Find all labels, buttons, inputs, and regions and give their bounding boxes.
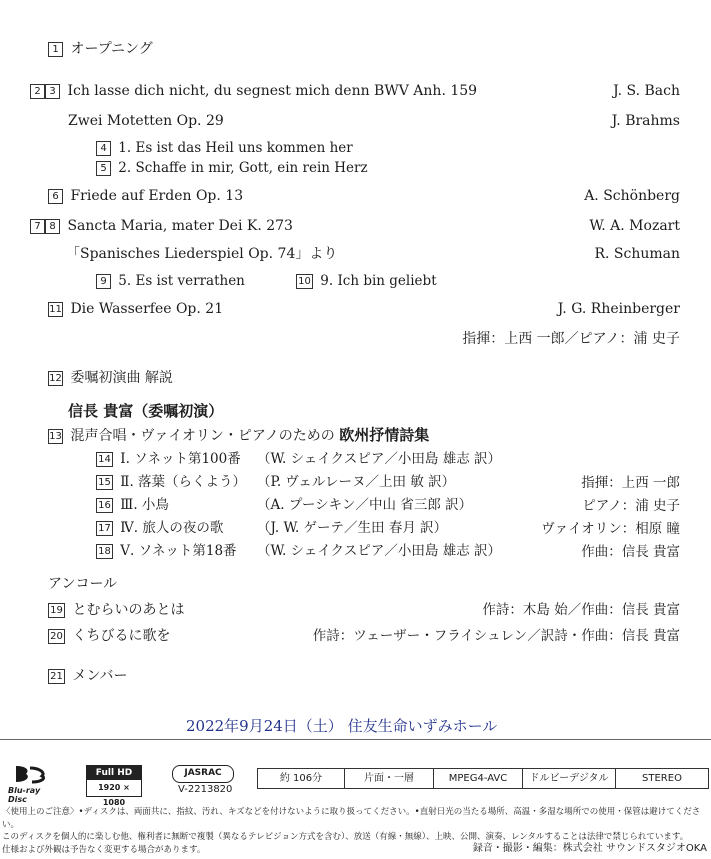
movement-poet: （J. W. ゲーテ／生田 春月 訳） <box>257 520 448 536</box>
fullhd-badge <box>86 765 142 807</box>
track-2-3 <box>30 82 477 101</box>
footer-divider <box>0 739 711 740</box>
movement-title: Ⅳ. 旅人の夜の歌 <box>120 520 224 536</box>
track-number: 19 <box>48 603 65 618</box>
work-title: Zwei Motetten Op. 29 <box>68 113 224 129</box>
movement-18 <box>96 542 237 561</box>
track-13 <box>48 426 429 446</box>
performer: ピアノ：浦 史子 <box>582 498 680 514</box>
movement-title: Ⅱ. 落葉（らくよう） <box>120 474 247 490</box>
track-title: くちびるに歌を <box>72 628 171 644</box>
composer-heading: 信長 貴富（委嘱初演） <box>68 402 224 420</box>
track-6 <box>48 187 243 206</box>
track-title: 委嘱初演曲 解説 <box>70 370 173 386</box>
track-12 <box>48 369 173 388</box>
work-prefix: 混声合唱・ヴァイオリン・ピアノのための <box>70 428 335 444</box>
spec-audio: ドルビーデジタル <box>523 769 616 788</box>
track-5 <box>96 159 368 178</box>
track-number: 17 <box>96 521 113 536</box>
track-number: 12 <box>49 373 62 384</box>
spec-table <box>257 768 709 789</box>
track-number: 21 <box>48 669 65 684</box>
track-number: 3 <box>45 84 60 99</box>
track-4 <box>96 139 353 158</box>
track-20 <box>48 627 170 646</box>
track-title: 9. Ich bin geliebt <box>320 273 437 289</box>
track-title: Friede auf Erden Op. 13 <box>70 188 244 204</box>
track-title: Sancta Maria, mater Dei K. 273 <box>67 218 293 234</box>
performers-credit: 指揮：上西 一郎／ピアノ：浦 史子 <box>462 331 680 347</box>
track-10 <box>296 272 437 291</box>
track-number: 2 <box>30 84 45 99</box>
fullhd-label: Full HD <box>87 766 141 780</box>
track-19 <box>48 601 184 620</box>
bluray-logo-text: Blu-ray Disc <box>8 786 41 804</box>
track-number: 18 <box>96 544 113 559</box>
track-title: Die Wasserfee Op. 21 <box>70 301 224 317</box>
product-code: V-2213820 <box>178 784 233 795</box>
movement-title: Ⅰ. ソネット第100番 <box>120 451 241 467</box>
spec-runtime: 約 106分 <box>258 769 345 788</box>
track-7-8 <box>30 217 293 236</box>
note-line: 〈使用上のご注意〉•ディスクは、両面共に、指紋、汚れ、キズなどを付けないように取り扱ってください。•直射日光の当たる場所、高温・多湿な場所での使用・保管は避けてください。 <box>2 807 701 830</box>
movement-16 <box>96 496 169 515</box>
track-title: Ich lasse dich nicht, du segnest mich denn BWV Anh. 159 <box>67 83 478 99</box>
encore-credit: 作詩：木島 始／作曲：信長 貴富 <box>482 602 680 618</box>
track-11 <box>48 300 223 319</box>
performer: 作曲：信長 貴富 <box>581 544 680 560</box>
track-title: とむらいのあとは <box>72 602 185 618</box>
track-number: 15 <box>96 475 113 490</box>
movement-title: Ⅲ. 小鳥 <box>120 497 169 513</box>
track-title: 5. Es ist verrathen <box>118 273 245 289</box>
track-title: メンバー <box>72 668 128 684</box>
movement-15 <box>96 473 246 492</box>
spec-layer: 片面・一層 <box>345 769 434 788</box>
movement-poet: （A. プーシキン／中山 省三郎 訳） <box>257 497 473 513</box>
performer: 指揮：上西 一郎 <box>581 475 680 491</box>
note-line: このディスクを個人的に楽しむ他、権利者に無断で複製（異なるテレビジョン方式を含む）、放送（有線・無線）、上映、公開、演奏、レンタルすることは法律で禁じられています。 <box>2 832 689 842</box>
movement-17 <box>96 519 223 538</box>
track-21 <box>48 667 127 686</box>
spec-video: MPEG4-AVC <box>434 769 523 788</box>
composer: A. Schönberg <box>584 188 680 204</box>
work-title: 「Spanisches Liederspiel Op. 74」より <box>66 246 338 262</box>
composer: J. G. Rheinberger <box>557 301 680 317</box>
track-number: 1 <box>48 42 63 57</box>
composer: R. Schuman <box>594 246 680 262</box>
track-number: 5 <box>96 161 111 176</box>
jasrac-logo: JASRAC <box>172 765 234 783</box>
track-number: 13 <box>49 431 62 442</box>
production-credit: 録音・撮影・編集：株式会社 サウンドスタジオOKA <box>472 843 707 854</box>
track-number: 8 <box>45 219 60 234</box>
composer: W. A. Mozart <box>589 218 680 234</box>
composer: J. Brahms <box>611 113 680 129</box>
composer: J. S. Bach <box>613 83 680 99</box>
track-number: 4 <box>96 141 111 156</box>
track-title: オープニング <box>70 41 153 57</box>
fullhd-resolution: 1920 × 1080 <box>98 783 130 807</box>
movement-title: Ⅴ. ソネット第18番 <box>120 543 237 559</box>
spec-channels: STEREO <box>642 773 682 784</box>
bluray-logo <box>8 764 58 804</box>
concert-date: 2022年9月24日（土） 住友生命いずみホール <box>186 717 498 735</box>
movement-poet: （P. ヴェルレーヌ／上田 敏 訳） <box>257 474 456 490</box>
track-number: 6 <box>48 189 63 204</box>
track-number: 9 <box>96 274 111 289</box>
performer: ヴァイオリン：相原 瞳 <box>541 521 680 537</box>
track-number: 11 <box>49 304 62 315</box>
track-9 <box>96 272 245 291</box>
track-number: 14 <box>96 452 113 467</box>
encore-credit: 作詩：ツェーザー・フライシュレン／訳詩・作曲：信長 貴富 <box>312 628 680 644</box>
track-number: 16 <box>96 498 113 513</box>
track-1 <box>48 40 153 59</box>
movement-14 <box>96 450 241 469</box>
encore-heading: アンコール <box>48 576 118 592</box>
note-line: 仕様および外観は予告なく変更する場合があります。 <box>2 844 206 855</box>
track-number: 7 <box>30 219 45 234</box>
track-number: 10 <box>296 274 313 289</box>
movement-poet: （W. シェイクスピア／小田島 雄志 訳） <box>257 543 502 559</box>
track-title: 1. Es ist das Heil uns kommen her <box>118 140 353 156</box>
movement-poet: （W. シェイクスピア／小田島 雄志 訳） <box>257 451 502 467</box>
track-number: 20 <box>48 629 65 644</box>
work-title: 欧州抒情詩集 <box>339 426 430 444</box>
track-title: 2. Schaffe in mir, Gott, ein rein Herz <box>118 160 368 176</box>
